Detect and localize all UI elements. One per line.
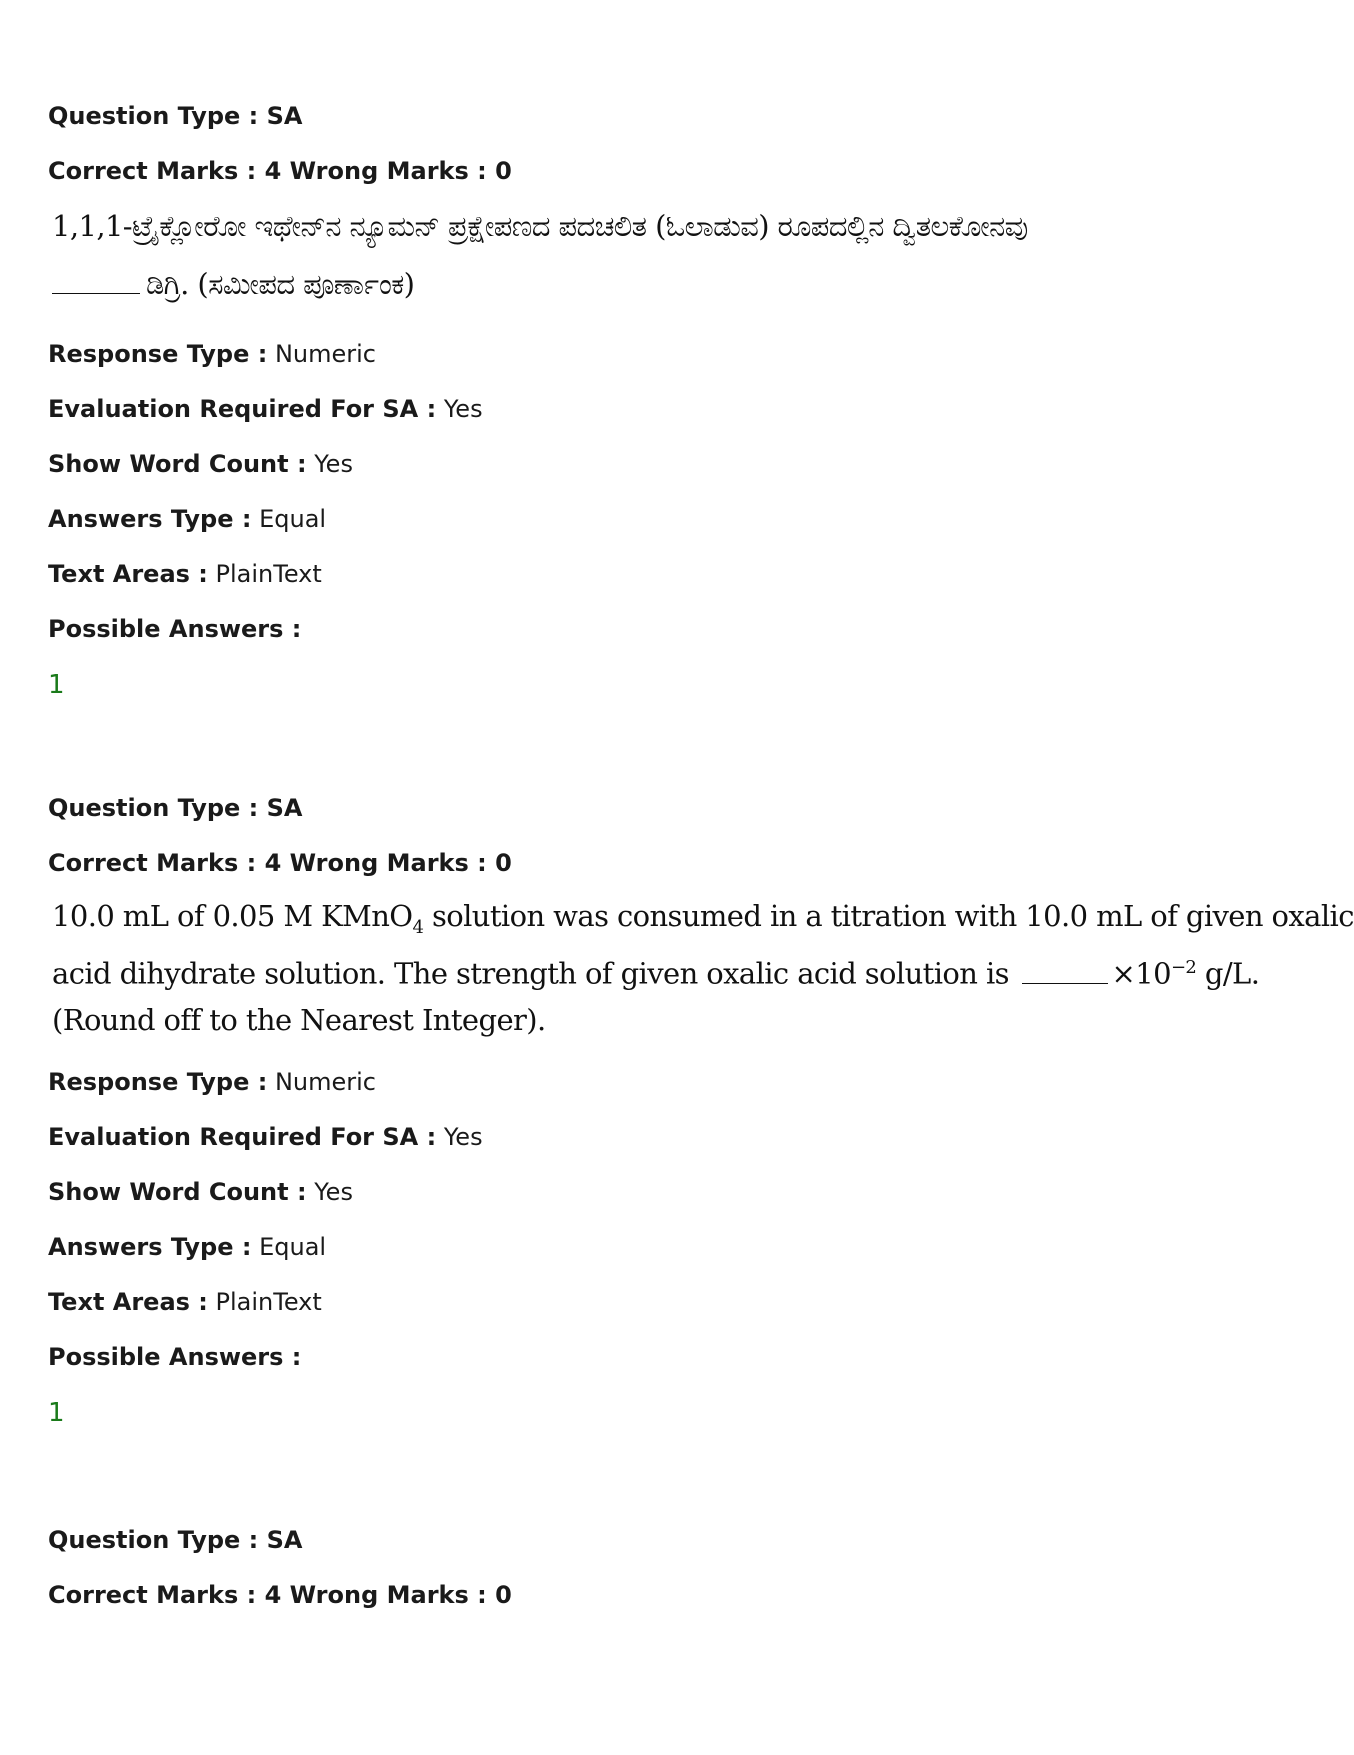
- field-value: Numeric: [274, 1068, 376, 1096]
- field-value: Yes: [314, 450, 353, 478]
- field-evaluation-required: [48, 1121, 483, 1153]
- field-label: Answers Type :: [48, 1233, 252, 1261]
- question-text-line: 1,1,1-ಟ್ರೈಕ್ಲೋರೋ ಇಥೇನ್‌ನ ನ್ಯೂಮನ್ ಪ್ರಕ್ಷೇಪಣದ ಪದಚಲಿತ (ಓಲಾಡುವ) ರೂಪದಲ್ಲಿನ ದ್ವಿತಲಕೋನವು: [52, 209, 1028, 243]
- field-text-areas: [48, 1286, 322, 1318]
- question-text-fragment: solution was consumed in a titration with 10.0 mL of given oxalic: [423, 899, 1354, 933]
- field-label: Evaluation Required For SA :: [48, 395, 437, 423]
- field-label: Response Type :: [48, 340, 268, 368]
- field-label: Evaluation Required For SA :: [48, 1123, 437, 1151]
- question-text-fragment: acid dihydrate solution. The strength of given oxalic acid solution is: [52, 956, 1018, 991]
- question-text-fragment: g/L.: [1196, 956, 1260, 991]
- field-answers-type: [48, 503, 326, 535]
- marks-info: Correct Marks : 4 Wrong Marks : 0: [48, 1581, 512, 1609]
- question-text-fragment: 10.0 mL of 0.05 M KMnO: [52, 899, 413, 933]
- field-show-word-count: [48, 448, 353, 480]
- field-label: Show Word Count :: [48, 1178, 307, 1206]
- field-answers-type: [48, 1231, 326, 1263]
- field-evaluation-required: [48, 393, 483, 425]
- field-show-word-count: [48, 1176, 353, 1208]
- question-type: Question Type : SA: [48, 102, 303, 130]
- answer-blank: [1022, 963, 1108, 984]
- answer-blank: [52, 273, 140, 294]
- field-label: Text Areas :: [48, 560, 208, 588]
- question-text-line: [52, 896, 1354, 948]
- field-value: Equal: [259, 505, 327, 533]
- possible-answer: 1: [48, 1398, 65, 1428]
- question-text-line: [52, 948, 1259, 994]
- field-value: Equal: [259, 1233, 327, 1261]
- field-response-type: [48, 338, 376, 370]
- question-text-line: (Round off to the Nearest Integer).: [52, 1003, 546, 1037]
- field-text-areas: [48, 558, 322, 590]
- subscript: 4: [412, 916, 424, 938]
- possible-answers-label: Possible Answers :: [48, 615, 302, 643]
- question-type: Question Type : SA: [48, 1526, 303, 1554]
- field-value: Yes: [443, 395, 483, 423]
- field-value: PlainText: [215, 560, 322, 588]
- field-value: Yes: [314, 1178, 353, 1206]
- superscript: −2: [1170, 957, 1197, 978]
- field-label: Answers Type :: [48, 505, 252, 533]
- field-label: Show Word Count :: [48, 450, 307, 478]
- question-text-line: [52, 264, 414, 304]
- field-value: Yes: [443, 1123, 483, 1151]
- field-label: Response Type :: [48, 1068, 268, 1096]
- question-text-fragment: ಡಿಗ್ರಿ. (ಸಮೀಪದ ಪೂರ್ಣಾಂಕ): [146, 267, 415, 301]
- question-text-fragment: ×10: [1111, 956, 1171, 991]
- marks-info: Correct Marks : 4 Wrong Marks : 0: [48, 849, 512, 877]
- field-label: Text Areas :: [48, 1288, 208, 1316]
- question-type: Question Type : SA: [48, 794, 303, 822]
- possible-answers-label: Possible Answers :: [48, 1343, 302, 1371]
- field-value: PlainText: [215, 1288, 322, 1316]
- field-response-type: [48, 1066, 376, 1098]
- marks-info: Correct Marks : 4 Wrong Marks : 0: [48, 157, 512, 185]
- possible-answer: 1: [48, 670, 65, 700]
- field-value: Numeric: [274, 340, 376, 368]
